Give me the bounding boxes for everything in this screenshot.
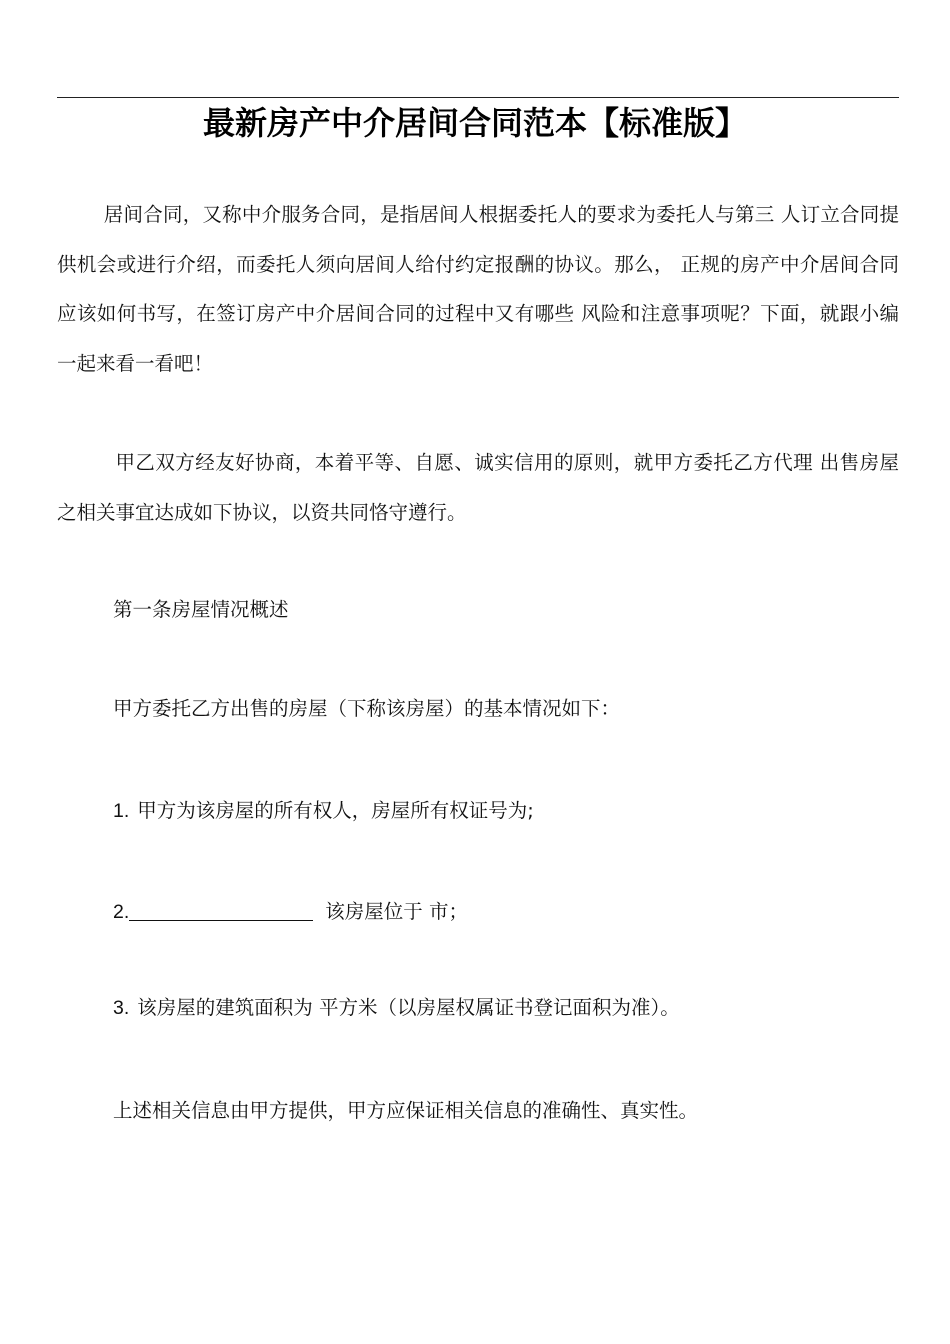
list-item-number: 2. — [113, 901, 130, 923]
property-intro: 甲方委托乙方出售的房屋（下称该房屋）的基本情况如下： — [113, 697, 621, 720]
closing-paragraph: 上述相关信息由甲方提供，甲方应保证相关信息的准确性、真实性。 — [113, 1099, 699, 1122]
intro-paragraph: 居间合同，又称中介服务合同，是指居间人根据委托人的要求为委托人与第三 人订立合同提供机会或进行介绍，而委托人须向居间人给付约定报酬的协议。那么， 正规的房产中介居间合同应该如何书写，在签订房产中介居间合同的过程中又有哪些 风险和注意事项呢？下面，就跟小编一起来看一看吧！ — [57, 203, 899, 375]
article-1-heading: 第一条房屋情况概述 — [113, 598, 289, 621]
list-item-number: 1. — [113, 800, 130, 822]
list-item-2 — [113, 897, 468, 927]
agreement-paragraph: 甲乙双方经友好协商，本着平等、自愿、诚实信用的原则，就甲方委托乙方代理 出售房屋之相关事宜达成如下协议，以资共同恪守遵行。 — [57, 451, 899, 524]
list-item-1 — [113, 796, 534, 826]
list-item-3 — [113, 993, 680, 1023]
document-title: 最新房产中介居间合同范本【标准版】 — [202, 104, 747, 142]
fill-in-blank[interactable] — [129, 898, 313, 921]
list-item-text: 该房屋的建筑面积为 平方米（以房屋权属证书登记面积为准）。 — [137, 996, 680, 1019]
header-rule — [57, 97, 899, 98]
list-item-number: 3. — [113, 997, 130, 1019]
list-item-text: 甲方为该房屋的所有权人，房屋所有权证号为; — [137, 799, 534, 822]
list-item-text: 该房屋位于 市； — [325, 900, 468, 923]
